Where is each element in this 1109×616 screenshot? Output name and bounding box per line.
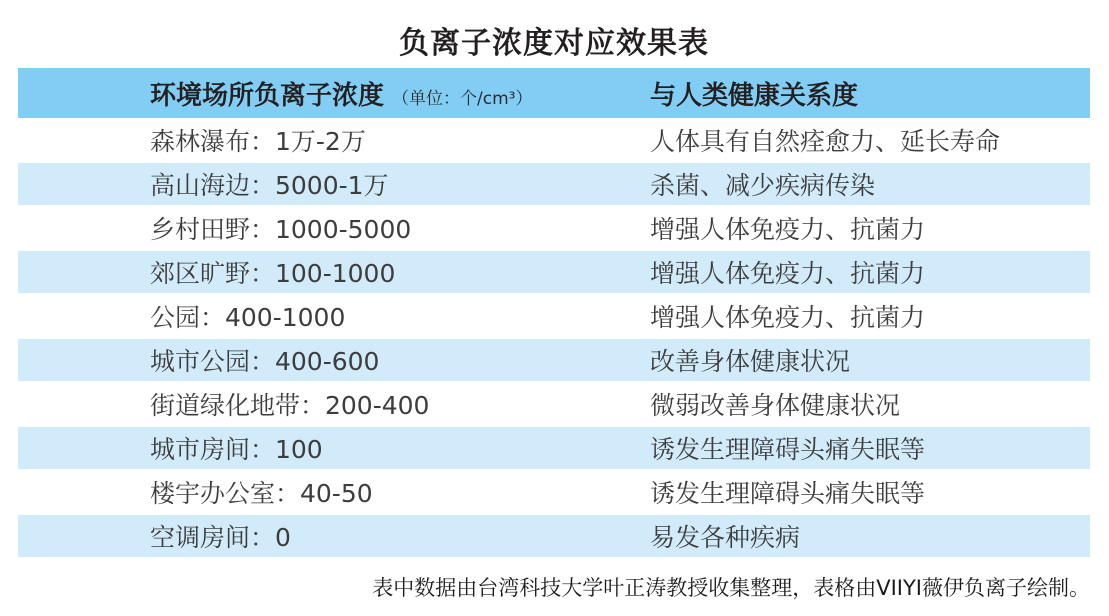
header-unit-label: （单位：个/cm³） <box>392 88 533 109</box>
header-health-label: 与人类健康关系度 <box>650 80 859 111</box>
header-concentration-label: 环境场所负离子浓度 <box>150 80 385 111</box>
effect-cell: 杀菌、减少疾病传染 <box>650 171 876 200</box>
table-header-row <box>18 68 1090 118</box>
effect-cell: 易发各种疾病 <box>650 523 801 552</box>
concentration-cell: 城市房间：100 <box>150 435 323 464</box>
effect-cell: 增强人体免疫力、抗菌力 <box>650 303 926 332</box>
page-title: 负离子浓度对应效果表 <box>399 26 709 61</box>
table-row <box>18 514 1090 558</box>
effect-cell: 增强人体免疫力、抗菌力 <box>650 215 926 244</box>
table-row <box>18 294 1090 338</box>
effect-cell: 诱发生理障碍头痛失眠等 <box>650 435 926 464</box>
table-row <box>18 338 1090 382</box>
effect-cell: 人体具有自然痊愈力、延长寿命 <box>650 127 1001 156</box>
concentration-cell: 郊区旷野：100-1000 <box>150 259 396 288</box>
effect-cell: 增强人体免疫力、抗菌力 <box>650 259 926 288</box>
table-row <box>18 162 1090 206</box>
effect-cell: 诱发生理障碍头痛失眠等 <box>650 479 926 508</box>
concentration-cell: 空调房间：0 <box>150 523 291 552</box>
table-row <box>18 426 1090 470</box>
concentration-cell: 高山海边：5000-1万 <box>150 171 389 200</box>
table-row <box>18 118 1090 162</box>
concentration-cell: 楼宇办公室：40-50 <box>150 479 373 508</box>
concentration-cell: 城市公园：400-600 <box>150 347 380 376</box>
concentration-cell: 乡村田野：1000-5000 <box>150 215 412 244</box>
table-row <box>18 382 1090 426</box>
ion-concentration-table <box>18 68 1090 558</box>
concentration-cell: 公园：400-1000 <box>150 303 346 332</box>
table-row <box>18 250 1090 294</box>
table-row <box>18 470 1090 514</box>
header-cell-concentration <box>18 75 650 112</box>
concentration-cell: 森林瀑布：1万-2万 <box>150 127 366 156</box>
header-cell-health <box>650 75 1090 112</box>
effect-cell: 微弱改善身体健康状况 <box>650 391 901 420</box>
concentration-cell: 街道绿化地带：200-400 <box>150 391 430 420</box>
source-attribution: 表中数据由台湾科技大学叶正涛教授收集整理，表格由VIIYI薇伊负离子绘制。 <box>372 576 1090 600</box>
table-row <box>18 206 1090 250</box>
effect-cell: 改善身体健康状况 <box>650 347 851 376</box>
